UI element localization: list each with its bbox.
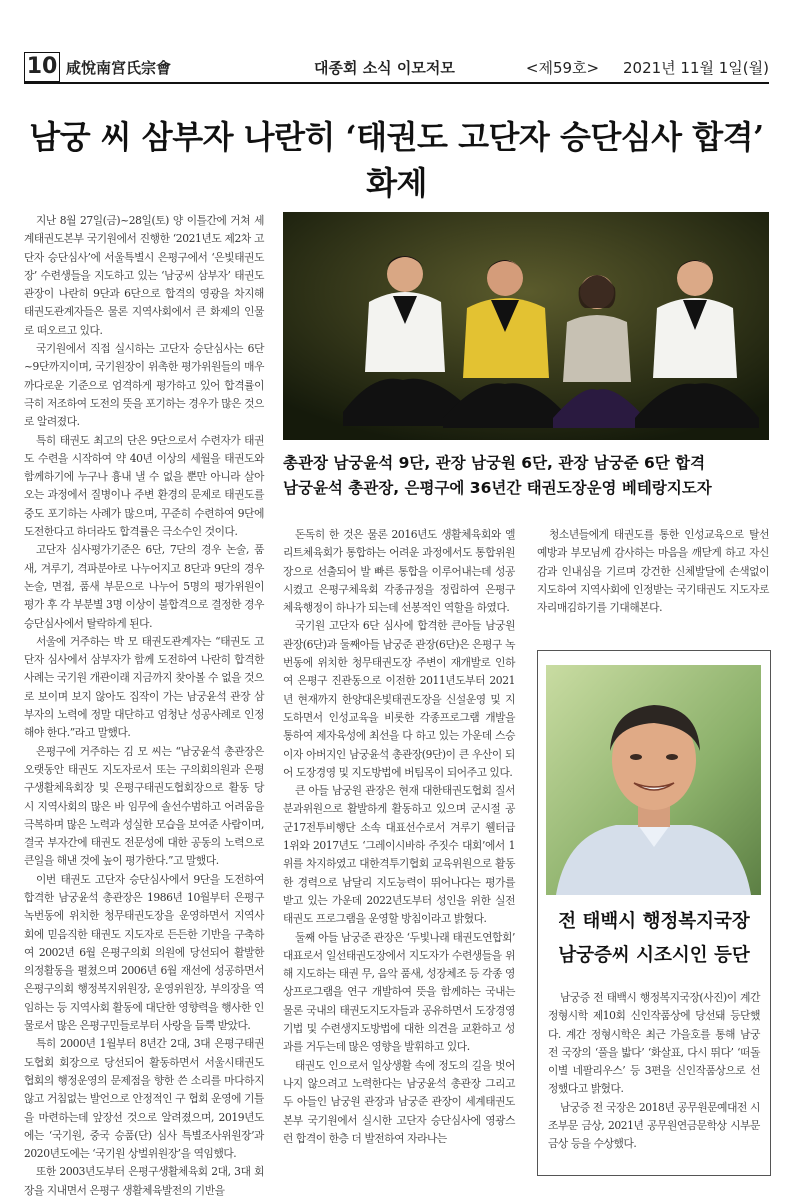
publication-date: 2021년 11월 1일(월) — [622, 59, 769, 77]
article-column-3 — [537, 526, 769, 636]
paragraph: 또한 2003년도부터 은평구생활체육회 2대, 3대 회장을 지내면서 은평구 생활체육발전의 기반을 — [24, 1165, 264, 1197]
clan-association-name: 咸悅南宮氏宗會 — [66, 59, 172, 77]
article-column-2 — [283, 526, 515, 1166]
page-header — [24, 52, 769, 84]
issue-date — [526, 57, 769, 78]
sidebar-body — [548, 989, 760, 1154]
paragraph: 은평구에 거주하는 김 모 씨는 “남궁윤석 총관장은 오랫동안 태권도 지도자로서 또는 구의회의원과 은평구생활체육회장 및 은평구태권도협회장으로 활동 당시 지역사회의 많은 바 임무에 솔선수범하고 어려움을 극복하며 많은 노력과 성실한 모습을 보여준 사람이며, 결국 부자간에 태권도 전문성에 대한 공동의 노력으로 큰일을 해낸 것에 높이 평가한다.”고 말했다. — [24, 744, 264, 868]
sidebar-box — [537, 650, 771, 1176]
paragraph: 국기원 고단자 6단 심사에 합격한 큰아들 남궁원관장(6단)과 둘째아들 남궁준 관장(6단)은 은평구 녹번동에 위치한 청무태권도장 주변이 재개발로 인하여 은평구 진관동으로 이전한 2011년도부터 2021년 현재까지 한양대은빛태권도장을 신설운영 및 지도하면서 인성교육을 비롯한 각종프로그램 개발을 통하여 제자육성에 최선을 다 하고 있는 가운데 스승이자 아버지인 남궁윤석 총관장(9단)이 큰 우산이 되어 도장경영 및 지도방법에 버팀목이 되어주고 있다. — [283, 619, 515, 779]
paragraph: 남궁증 전 태백시 행정복지국장(사진)이 계간 정형시학 제10회 신인작품상에 당선돼 등단했다. 계간 정형시학은 최근 가을호를 통해 남궁 전 국장의 ‘풀을 밟다’ ‘화살표, 다시 뛰다’ ‘떠돌이별 네팔리우스’ 등 3편을 신인작품상으로 선정했다고 밝혔다. — [548, 991, 760, 1096]
paragraph: 이번 태권도 고단자 승단심사에서 9단을 도전하여 합격한 남궁윤석 총관장은 1986년 10월부터 은평구 녹번동에 위치한 청무태권도장을 운영하면서 지역사회에 믿음직한 태권도 지도자로 든든한 기반을 구축하여 2002년 6월 은평구의회 의원에 당선되어 활발한 의정활동을 펼쳤으며 2006년 6월 재선에 성공하면서 은평구의회 행정복지위원장, 운영위원장, 부의장을 역임하는 등 지역사회 활동에 대단한 영향력을 행사한 인물로서 많은 은평구민들로부터 사랑을 듬뿍 받았다. — [24, 872, 264, 1033]
paragraph: 지난 8월 27일(금)~28일(토) 양 이틀간에 거쳐 세계태권도본부 국기원에서 진행한 ‘2021년도 제2차 고단자 승단심사’에 서울특별시 은평구에서 ‘은빛태권도장’ 수련생들을 지도하고 있는 ‘남궁씨 삼부자’ 태권도 관장이 나란히 9단과 6단으로 합격의 영광을 차지해 태권도관계자들은 물론 지역사회에서 큰 화제의 인물로 떠오르고 있다. — [24, 214, 264, 337]
paragraph: 돈독히 한 것은 물론 2016년도 생활체육회와 엘리트체육회가 통합하는 어려운 과정에서도 통합위원장으로 선출되어 발 빠른 통합을 이루어내는데 성공시켰고 은평구체육회 각종규정을 정립하여 은평구 체육행정이 하나가 되는데 선봉적인 역할을 하였다. — [283, 528, 515, 615]
paragraph: 국기원에서 직접 실시하는 고단자 승단심사는 6단~9단까지이며, 국기원장이 위촉한 평가위원들의 매우 까다로운 기준으로 엄격하게 평가하고 있어 합격률이 극히 저조하여 도전의 뜻을 포기하는 경우가 많은 것으로 알려졌다. — [24, 342, 264, 429]
sidebar-title-line-1: 전 태백시 행정복지국장 — [558, 911, 750, 932]
paragraph: 고단자 심사평가기준은 6단, 7단의 경우 논술, 품새, 겨루기, 격파분야로 나누어지고 8단과 9단의 경우 논술, 면접, 품새 부문으로 나누어 5명의 평가위원이 평가 후 각 부분별 3명 이상이 불합격으로 결정한 경우 승단심사에서 탈락하게 된다. — [24, 543, 264, 630]
paragraph: 특히 2000년 1월부터 8년간 2대, 3대 은평구태권도협회 회장으로 당선되어 활동하면서 서울시태권도협회의 행정운영의 문제점을 향한 쓴 소리를 마다하지 않고 거침없는 발언으로 안정적인 구 협회 운영에 기틀을 마련하는데 앞장선 것으로 알려졌으며, 2019년도에는 ‘국기원, 중국 승품(단) 심사 특별조사위원장’과 2020년도에는 ‘국기원 상벌위원장’을 역임했다. — [24, 1037, 264, 1161]
photo-caption — [283, 451, 769, 501]
family-photo — [283, 212, 769, 440]
section-title: 대종회 소식 이모저모 — [314, 59, 455, 77]
paragraph: 태권도 인으로서 일상생활 속에 정도의 길을 벗어나지 않으려고 노력한다는 남궁윤석 총관장 그리고 두 아들인 남궁원 관장과 남궁준 관장이 세계태권도본부 국기원에서 실시한 고단자 승단심사에 영광스런 합격이 한층 더 발전하여 자라나는 — [283, 1058, 515, 1145]
caption-line-2: 남궁윤석 총관장, 은평구에 36년간 태권도장운영 베테랑지도자 — [283, 479, 712, 497]
paragraph: 큰 아들 남궁원 관장은 현재 대한태권도협회 질서분과위원으로 활발하게 활동하고 있으며 군시절 공군17전투비행단 소속 대표선수로서 겨루기 웰터급 1위와 2017년도 ‘그레이시바하 주짓수 대회’에서 1위를 차지하였고 대한격투기협회 교육위원으로 활동한 경력으로 남달리 지도능력이 뛰어나다는 평가를 받고 있는 가운데 2022년도부터 성인을 위한 실전태권도 프로그램을 운영할 방침이라고 밝혔다. — [283, 784, 515, 926]
paragraph: 둘째 아들 남궁준 관장은 ‘두빛나래 태권도연합회’ 대표로서 일선태권도장에서 지도자가 수련생들을 위해 지도하는 태권 무, 음악 품새, 성장체조 등 각종 영상프로그램을 연구 개발하여 뜻을 함께하는 국내는 물론 국내의 태권도지도자들과 공유하면서 도장경영기법 및 수련생지도방법에 대한 의견을 교환하고 성과를 거두는데 많은 영향을 발휘하고 있다. — [283, 930, 515, 1054]
paragraph: 특히 태권도 최고의 단은 9단으로서 수련자가 태권도 수련을 시작하여 약 40년 이상의 세월을 태권도와 함께하기에 누구나 흉내 낼 수 없을 뿐만 아니라 살아오는 과정에서 질병이나 주변 환경의 문제로 태권도를 중도 포기하는 사례가 많으며, 꾸준히 수련하여 9단에 도전한다고 하더라도 합격률은 극소수인 것이다. — [24, 433, 264, 539]
page-number: 10 — [24, 52, 60, 82]
paragraph: 서울에 거주하는 박 모 태권도관계자는 “태권도 고단자 심사에서 삼부자가 함께 도전하여 나란히 합격한 사례는 국기원 개관이래 지금까지 찾아볼 수 없을 것으로 보이며 보지 않아도 집작이 가는 남궁윤석 관장 삼부자의 노력에 정말 대단하고 엄청난 성공사례로 인정해야 한다.”라고 말했다. — [24, 634, 264, 740]
issue-number: <제59호> — [525, 59, 600, 77]
headline: 남궁 씨 삼부자 나란히 ‘태권도 고단자 승단심사 합격’ 화제 — [29, 118, 764, 202]
caption-line-1: 총관장 남궁윤석 9단, 관장 남궁원 6단, 관장 남궁준 6단 합격 — [283, 454, 706, 472]
paragraph: 청소년들에게 태권도를 통한 인성교육으로 탈선예방과 부모님께 감사하는 마음을 깨닫게 하고 자신감과 인내심을 기르며 강건한 신체발달에 손색없이 지도하여 지역사회에 인정받는 국기태권도 지도자로 자리매김하기를 기대해본다. — [537, 528, 769, 615]
sidebar-title-line-2: 남궁증씨 시조시인 등단 — [558, 945, 750, 966]
paragraph: 남궁증 전 국장은 2018년 공무원문예대전 시조부문 금상, 2021년 공무원연금문학상 시부문 금상 등을 수상했다. — [548, 1100, 760, 1151]
article-column-1 — [24, 212, 264, 1197]
portrait-photo — [546, 665, 761, 895]
